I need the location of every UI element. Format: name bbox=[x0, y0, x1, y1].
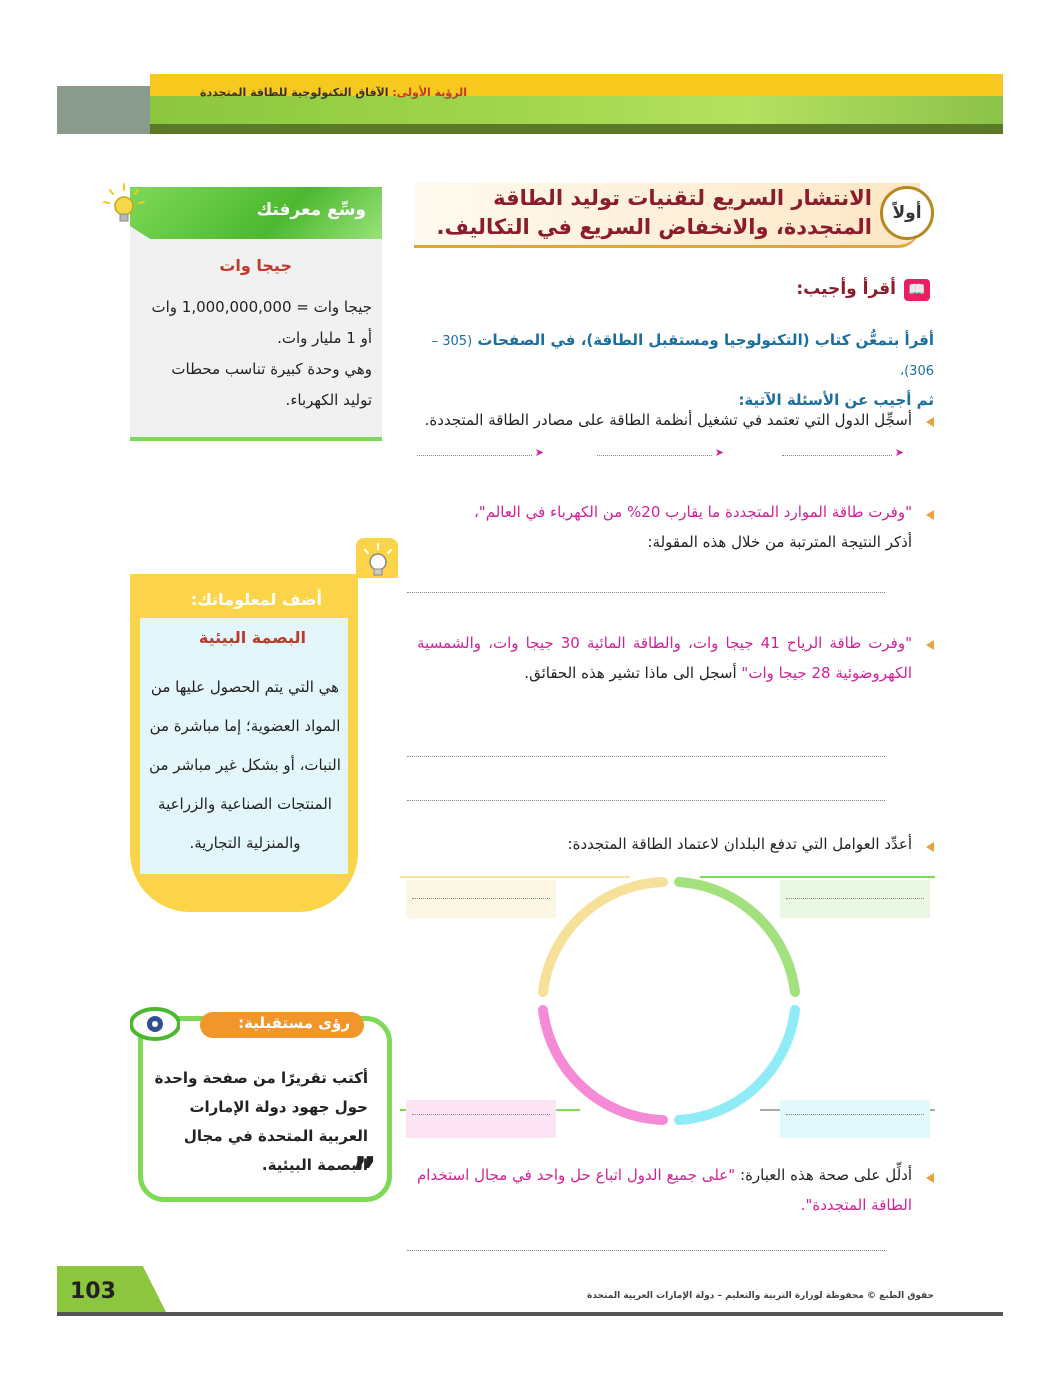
vision-label: الرؤية الأولى: bbox=[392, 86, 467, 99]
eye-icon bbox=[130, 1003, 180, 1045]
question-3-quote: "وفرت طاقة الرياح 41 جيجا وات، والطاقة المائية 30 جيجا وات، والشمسية الكهروضوئية 28 جيجا وات" bbox=[417, 634, 912, 682]
arrow-icon: ➤ bbox=[894, 446, 904, 459]
answer-line[interactable] bbox=[597, 455, 712, 456]
bullet-icon bbox=[926, 640, 934, 650]
bullet-icon bbox=[926, 842, 934, 852]
arrow-icon: ➤ bbox=[714, 446, 724, 459]
answer-line[interactable] bbox=[407, 1250, 885, 1251]
ecological-footprint-definition: هي التي يتم الحصول عليها من المواد العضوية؛ إما مباشرة من النبات، أو بشكل غير مباشر من المنتجات الصناعية والزراعية والمنزلية التجارية. bbox=[149, 678, 341, 852]
question-2-text: أذكر النتيجة المترتبة من خلال هذه المقولة: bbox=[647, 533, 912, 551]
answer-line bbox=[412, 898, 550, 899]
read-instruction bbox=[394, 326, 934, 414]
section-badge: أولاً bbox=[880, 186, 934, 240]
question-5-text: أدلِّل على صحة هذه العبارة: bbox=[740, 1166, 912, 1184]
quote-mark-icon: ” bbox=[352, 1149, 377, 1193]
answer-line[interactable] bbox=[407, 756, 885, 757]
book-icon: 📖 bbox=[904, 279, 930, 301]
expand-knowledge-title: وسِّع معرفتك bbox=[256, 200, 366, 220]
answer-line bbox=[786, 898, 924, 899]
answer-line[interactable] bbox=[407, 592, 885, 593]
header-green-band bbox=[150, 96, 1003, 126]
arc-top-right bbox=[679, 882, 795, 992]
gigawatt-definition bbox=[138, 292, 372, 416]
read-answer-label: أقرأ وأجيب: bbox=[796, 279, 896, 299]
gigawatt-line-3: وهي وحدة كبيرة تناسب محطات توليد الكهرباء. bbox=[171, 360, 372, 409]
answer-line bbox=[786, 1114, 924, 1115]
arc-top-left bbox=[543, 882, 663, 992]
footer-line bbox=[57, 1312, 1003, 1316]
arrow-icon: ➤ bbox=[534, 446, 544, 459]
question-3 bbox=[417, 628, 912, 688]
bullet-icon bbox=[926, 1173, 934, 1183]
answer-box-bottom-left[interactable] bbox=[406, 1100, 556, 1138]
arc-bottom-right bbox=[679, 1010, 795, 1120]
bullet-icon bbox=[926, 417, 934, 427]
question-1: أسجِّل الدول التي تعتمد في تشغيل أنظمة الطاقة على مصادر الطاقة المتجددة. bbox=[424, 411, 912, 429]
gigawatt-line-2: أو 1 مليار وات. bbox=[277, 329, 372, 347]
header-title bbox=[200, 86, 467, 99]
answer-line[interactable] bbox=[407, 800, 885, 801]
gigawatt-line-1: جيجا وات = 1,000,000,000 وات bbox=[151, 298, 372, 316]
question-5-quote: "على جميع الدول اتباع حل واحد في مجال استخدام الطاقة المتجددة". bbox=[417, 1166, 912, 1214]
page-number: 103 bbox=[70, 1279, 116, 1304]
future-visions-task: أكتب تقريرًا من صفحة واحدة حول جهود دولة الإمارات العربية المتحدة في مجال البصمة البيئية. bbox=[154, 1069, 368, 1174]
ecological-footprint-subtitle: البصمة البيئية bbox=[198, 628, 306, 647]
gigawatt-subtitle: جيجا وات bbox=[219, 256, 292, 275]
answer-box-bottom-right[interactable] bbox=[780, 1100, 930, 1138]
future-visions-title: رؤى مستقبلية: bbox=[238, 1014, 350, 1032]
bullet-icon bbox=[926, 510, 934, 520]
instruction-text-2: ثم أجيب عن الأسئلة الآتية: bbox=[738, 391, 934, 409]
instruction-text-1: أقرأ بتمعُّن كتاب (التكنولوجيا ومستقبل الطاقة)، في الصفحات bbox=[477, 331, 934, 349]
vision-title: الآفاق التكنولوجية للطاقة المتجددة bbox=[200, 86, 389, 99]
question-2 bbox=[417, 497, 912, 557]
section-title: الانتشار السريع لتقنيات توليد الطاقة المتجددة، والانخفاض السريع في التكاليف. bbox=[436, 186, 872, 239]
lightbulb-icon bbox=[100, 182, 148, 230]
answer-box-top-right[interactable] bbox=[780, 880, 930, 918]
question-4: أعدِّد العوامل التي تدفع البلدان لاعتماد الطاقة المتجددة: bbox=[567, 835, 912, 853]
answer-line bbox=[412, 1114, 550, 1115]
question-3-text: أسجل الى ماذا تشير هذه الحقائق. bbox=[524, 664, 737, 682]
answer-line[interactable] bbox=[417, 455, 532, 456]
question-5 bbox=[417, 1160, 912, 1220]
header-dark-strip bbox=[150, 124, 1003, 134]
arc-bottom-left bbox=[543, 1010, 663, 1120]
add-info-title: أضف لمعلوماتك: bbox=[190, 590, 322, 609]
answer-line[interactable] bbox=[782, 455, 892, 456]
copyright-notice: حقوق الطبع © محفوظة لوزارة التربية والتعليم – دولة الإمارات العربية المتحدة bbox=[587, 1291, 934, 1301]
question-2-quote: "وفرت طاقة الموارد المتجددة ما يقارب 20% من الكهرباء في العالم"، bbox=[473, 503, 912, 521]
answer-box-top-left[interactable] bbox=[406, 880, 556, 918]
instruction-pages: (305 – 306)، bbox=[431, 334, 934, 379]
lightbulb-icon bbox=[356, 540, 400, 584]
